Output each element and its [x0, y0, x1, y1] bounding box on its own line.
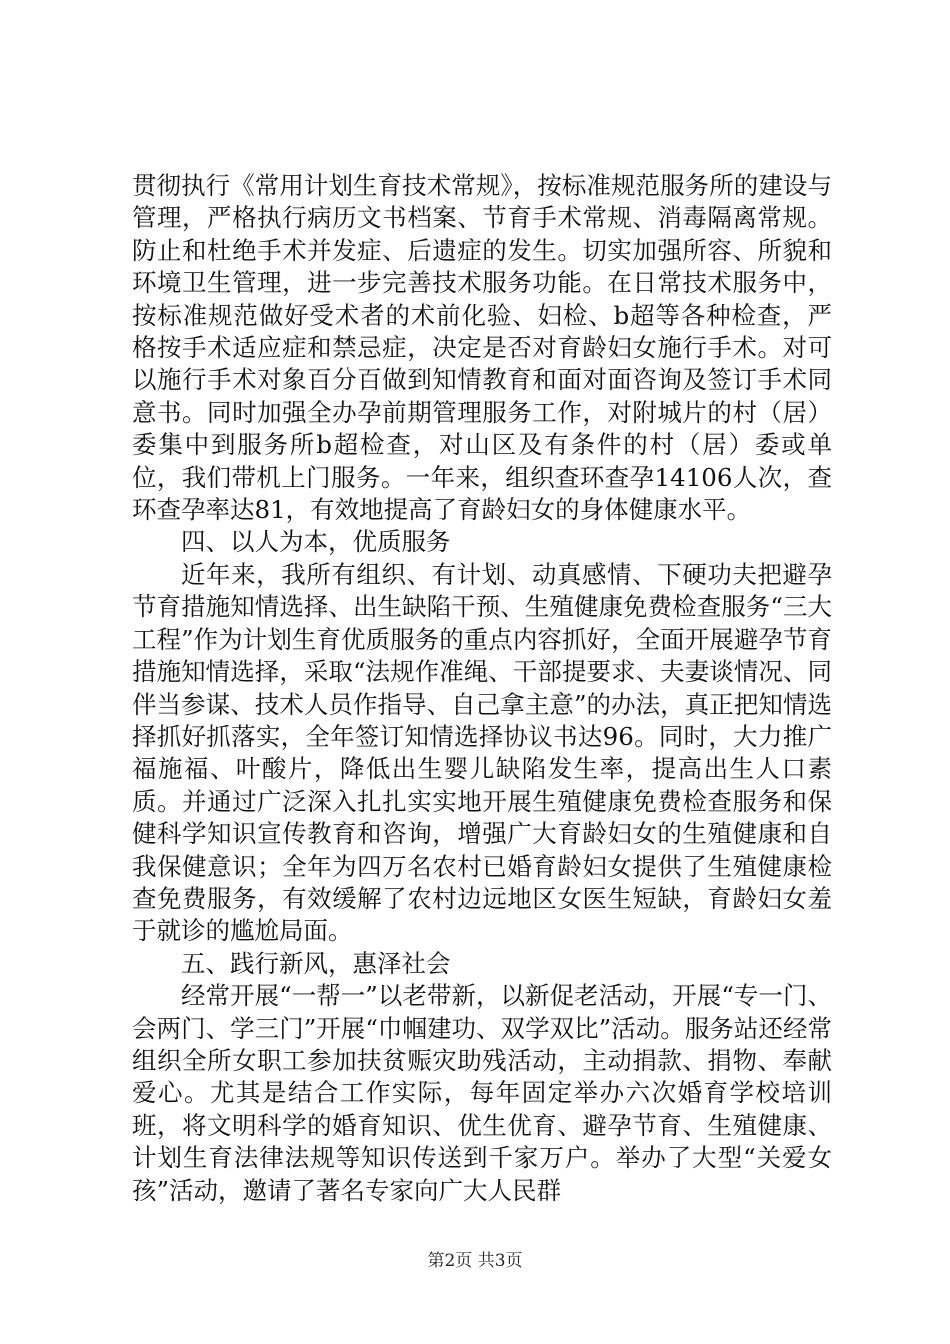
body-text — [132, 170, 832, 1207]
paragraph-quality-service: 近年来，我所有组织、有计划、动真感情、下硬功夫把避孕节育措施知情选择、出生缺陷干预、生殖健康免费检查服务“三大工程”作为计划生育优质服务的重点内容抓好，全面开展避孕节育措施知情选择，采取“法规作准绳、干部提要求、夫妻谈情况、同伴当参谋、技术人员作指导、自己拿主意”的办法，真正把知情选择抓好抓落实，全年签订知情选择协议书达96。同时，大力推广福施福、叶酸片，降低出生婴儿缺陷发生率，提高出生人口素质。并通过广泛深入扎扎实实地开展生殖健康免费检查服务和保健科学知识宣传教育和咨询，增强广大育龄妇女的生殖健康和自我保健意识；全年为四万名农村已婚育龄妇女提供了生殖健康检查免费服务，有效缓解了农村边远地区女医生短缺，育龄妇女羞于就诊的尴尬局面。 — [132, 559, 832, 946]
page-footer: 第2页 共3页 — [427, 1251, 523, 1271]
paragraph-new-style: 经常开展“一帮一”以老带新，以新促老活动，开展“专一门、会两门、学三门”开展“巾帼建功、双学双比”活动。服务站还经常组织全所女职工参加扶贫赈灾助残活动，主动捐款、捐物、奉献爱心。尤其是结合工作实际，每年固定举办六次婚育学校培训班，将文明科学的婚育知识、优生优育、避孕节育、生殖健康、计划生育法律法规等知识传送到千家万户。举办了大型“关爱女孩”活动，邀请了著名专家向广大人民群 — [132, 981, 832, 1205]
paragraph-continued: 贯彻执行《常用计划生育技术常规》，按标准规范服务所的建设与管理，严格执行病历文书档案、节育手术常规、消毒隔离常规。防止和杜绝手术并发症、后遗症的发生。切实加强所容、所貌和环境卫生管理，进一步完善技术服务功能。在日常技术服务中，按标准规范做好受术者的术前化验、妇检、b超等各种检查，严格按手术适应症和禁忌症，决定是否对育龄妇女施行手术。对可以施行手术对象百分百做到知情教育和面对面咨询及签订手术同意书。同时加强全办孕前期管理服务工作，对附城片的村（居）委集中到服务所b超检查，对山区及有条件的村（居）委或单位，我们带机上门服务。一年来，组织查环查孕14106人次，查环查孕率达81，有效地提高了育龄妇女的身体健康水平。 — [132, 171, 832, 525]
section-heading-4: 四、以人为本，优质服务 — [181, 527, 451, 557]
section-heading-5: 五、践行新风，惠泽社会 — [181, 948, 451, 978]
